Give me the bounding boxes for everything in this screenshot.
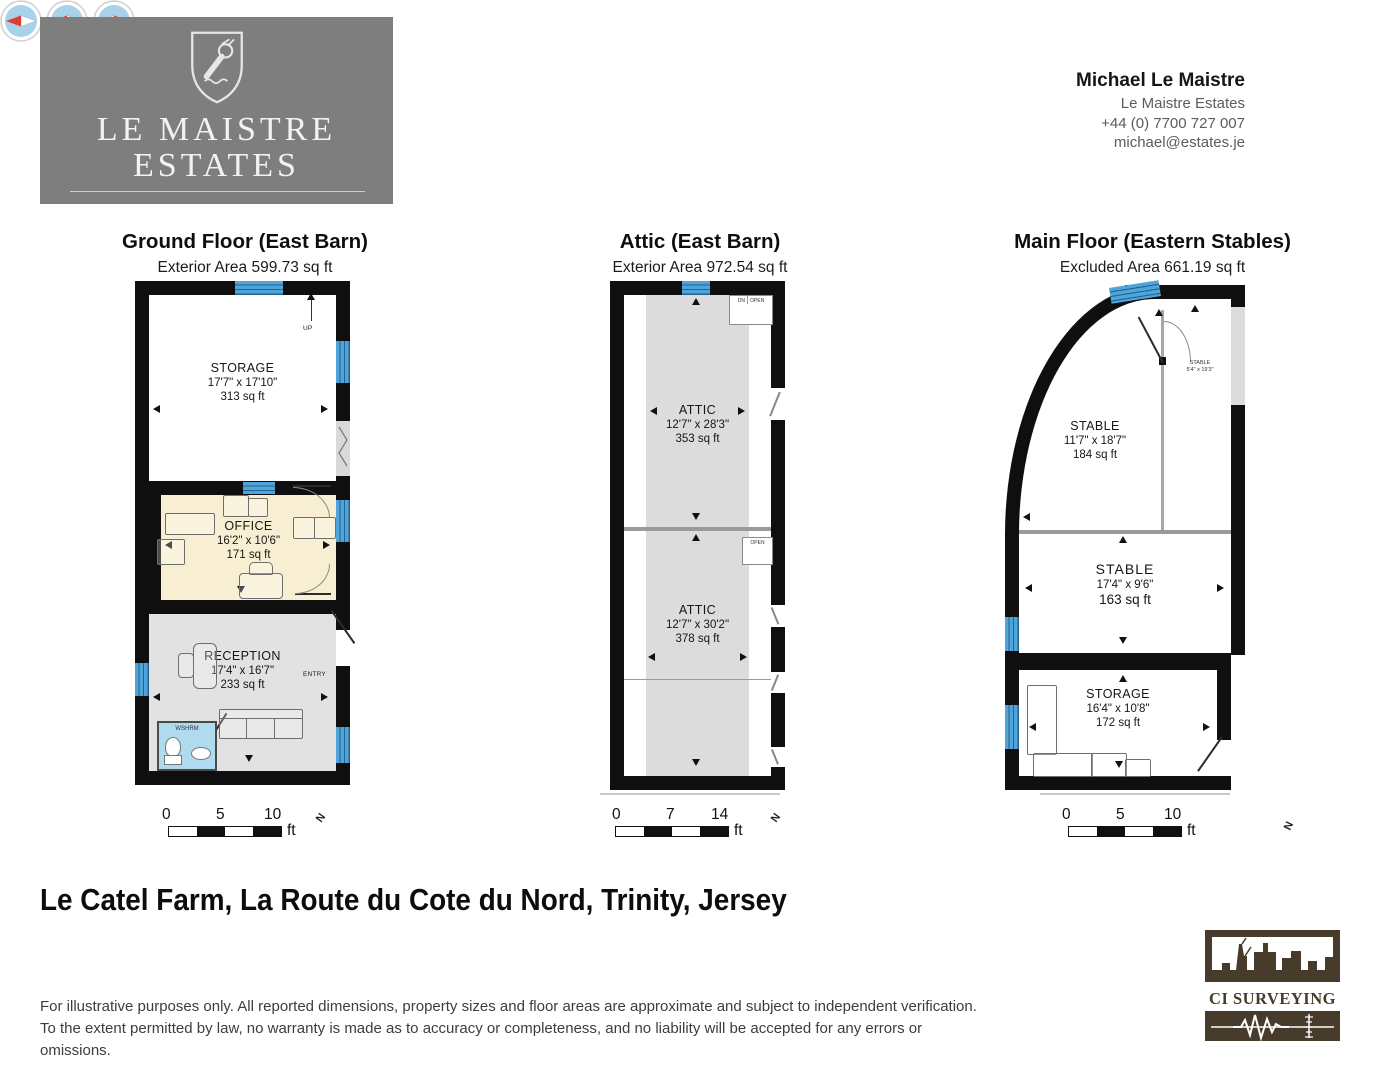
- north-label: N: [768, 811, 784, 825]
- dimension-arrow-icon: [692, 759, 700, 766]
- door-zigzag-icon: [336, 421, 350, 476]
- toilet-tank-icon: [164, 755, 182, 765]
- furniture-chair: [178, 653, 194, 678]
- scale-tick: 10: [1164, 806, 1182, 823]
- dimension-arrow-icon: [1025, 584, 1032, 592]
- attic2-room-label: ATTIC 12'7" x 30'2" 378 sq ft: [665, 603, 730, 646]
- furniture-cabinet: [157, 539, 185, 565]
- stair-line: [311, 299, 312, 321]
- plan1-title: Ground Floor (East Barn): [122, 230, 368, 253]
- open-box: [742, 537, 773, 565]
- pulse-ruler-icon: [1205, 1011, 1340, 1041]
- property-address: Le Catel Farm, La Route du Cote du Nord, Trinity, Jersey: [40, 882, 787, 917]
- wall: [1231, 285, 1245, 307]
- attic1-room-label: ATTIC 12'7" x 28'3" 353 sq ft: [665, 403, 730, 446]
- plan2-subtitle: Exterior Area 972.54 sq ft: [612, 259, 788, 276]
- sink-icon: [191, 747, 211, 760]
- attic-divider-wall: [624, 527, 771, 531]
- roof-line: [624, 679, 771, 680]
- washroom-label: WSHRM: [175, 726, 199, 732]
- plan3-subtitle: Excluded Area 661.19 sq ft: [1059, 259, 1246, 276]
- surveyor-logo: [1205, 930, 1340, 1046]
- compass-icon: [0, 0, 42, 42]
- shield-crest-icon: [185, 27, 249, 107]
- curved-wall: [1005, 285, 1160, 550]
- dimension-arrow-icon: [1203, 723, 1210, 731]
- disclaimer-text: For illustrative purposes only. All reported dimensions, property sizes and floor areas are approximate and subject to independent verification. To the extent permitted by law, no warranty is made as to accuracy or completeness, and no liability will be accepted for any errors or omissions.: [40, 998, 977, 1059]
- scale-tick: 0: [612, 806, 621, 823]
- furniture-desk: [165, 513, 215, 535]
- furniture-table: [293, 517, 315, 539]
- dimension-arrow-icon: [648, 653, 655, 661]
- storage-room-label: STORAGE 17'7" x 17'10" 313 sq ft: [207, 361, 278, 404]
- furniture-desk: [239, 573, 283, 599]
- furniture-table: [314, 517, 336, 539]
- plan-ground-floor: [135, 281, 350, 785]
- dimension-arrow-icon: [245, 755, 253, 762]
- stable-small-label: STABLE 5'4" x 19'3": [1186, 360, 1214, 374]
- open-label: OPEN: [750, 540, 765, 546]
- surveyor-name: CI SURVEYING: [1209, 989, 1336, 1008]
- scale-tick: 7: [666, 806, 675, 823]
- logo-text-line2: ESTATES: [133, 146, 300, 184]
- plan-baseline: [1040, 793, 1230, 795]
- scale-unit: ft: [1187, 822, 1196, 839]
- wall: [1005, 535, 1019, 790]
- scale-unit: ft: [287, 822, 296, 839]
- wall: [1217, 670, 1231, 740]
- window: [682, 281, 710, 295]
- logo-underline: [70, 191, 365, 192]
- wall: [1019, 776, 1231, 790]
- logo-text-line1: LE MAISTRE: [96, 111, 337, 148]
- reception-room-label: RECEPTION 17'4" x 16'7" 233 sq ft: [204, 649, 281, 692]
- dimension-arrow-icon: [1191, 305, 1199, 312]
- door-leaf: [1197, 736, 1223, 772]
- contact-email: michael@estates.je: [1113, 134, 1245, 151]
- north-label: N: [1281, 819, 1297, 833]
- scale-tick: 5: [216, 806, 225, 823]
- sofa-divider: [274, 718, 275, 738]
- contact-block: [845, 68, 1245, 153]
- scale-bar: [615, 826, 729, 837]
- scale-bar: [168, 826, 282, 837]
- dimension-arrow-icon: [692, 513, 700, 520]
- furniture-table: [248, 498, 268, 517]
- scale-tick: 10: [264, 806, 282, 823]
- wall-opening: [1231, 307, 1245, 405]
- dimension-arrow-icon: [740, 653, 747, 661]
- dimension-arrow-icon: [692, 534, 700, 541]
- furniture-cabinet: [1027, 685, 1057, 755]
- sofa-backline: [220, 718, 302, 719]
- plan-main-floor: [1005, 285, 1245, 790]
- plan3-title: Main Floor (Eastern Stables): [1014, 230, 1291, 253]
- plan-baseline: [600, 793, 780, 795]
- stable-wall: [1019, 530, 1231, 534]
- open-label: OPEN: [747, 296, 764, 304]
- window: [1005, 617, 1019, 651]
- scale-tick: 0: [1062, 806, 1071, 823]
- entry-label: ENTRY: [303, 671, 326, 678]
- window: [135, 663, 149, 696]
- furniture-chair: [249, 562, 273, 575]
- window: [336, 500, 350, 542]
- dimension-arrow-icon: [1119, 536, 1127, 543]
- scale-tick: 0: [162, 806, 171, 823]
- dimension-arrow-icon: [1029, 723, 1036, 731]
- stair-box: [729, 295, 773, 325]
- furniture-unit: [1033, 753, 1093, 777]
- wall: [1019, 653, 1231, 670]
- dimension-arrow-icon: [1023, 513, 1030, 521]
- door-arc: [1164, 321, 1191, 362]
- agency-logo: [40, 17, 393, 204]
- up-label: UP: [303, 325, 313, 332]
- contact-company: Le Maistre Estates: [1120, 95, 1245, 112]
- furniture-desk: [193, 643, 217, 689]
- scale-bar: [1068, 826, 1182, 837]
- sofa-divider: [246, 718, 247, 738]
- dimension-arrow-icon: [321, 693, 328, 701]
- wall: [149, 600, 336, 614]
- plan1-subtitle: Exterior Area 599.73 sq ft: [157, 259, 333, 276]
- furniture-sofa: [219, 709, 303, 739]
- toilet-icon: [165, 737, 181, 757]
- door-opening: [336, 421, 350, 476]
- washroom: [157, 721, 217, 771]
- scale-unit: ft: [734, 822, 743, 839]
- stable-main-label: STABLE 11'7" x 18'7" 184 sq ft: [1063, 419, 1127, 462]
- contact-phone: +44 (0) 7700 727 007: [1101, 114, 1245, 132]
- dimension-arrow-icon: [692, 298, 700, 305]
- plan2-title: Attic (East Barn): [619, 230, 781, 253]
- dn-label: DN: [737, 298, 746, 304]
- up-arrow-icon: [307, 293, 315, 300]
- storage-room-label: STORAGE 16'4" x 10'8" 172 sq ft: [1086, 687, 1150, 730]
- skyline-icon: [1205, 930, 1340, 982]
- scale-tick: 5: [1116, 806, 1125, 823]
- window: [336, 727, 350, 763]
- dimension-arrow-icon: [321, 405, 328, 413]
- scale-tick: 14: [711, 806, 729, 823]
- stable-mid-label: STABLE 17'4" x 9'6" 163 sq ft: [1095, 561, 1155, 608]
- north-label: N: [313, 811, 329, 825]
- furniture-unit: [1125, 759, 1151, 777]
- wall: [1231, 405, 1245, 655]
- dimension-arrow-icon: [1217, 584, 1224, 592]
- window: [1005, 705, 1019, 749]
- dimension-arrow-icon: [1115, 761, 1123, 768]
- dimension-arrow-icon: [1155, 309, 1163, 316]
- plan-attic: [610, 281, 785, 790]
- furniture-table: [223, 495, 249, 517]
- dimension-arrow-icon: [153, 405, 160, 413]
- window: [235, 281, 283, 295]
- contact-name: Michael Le Maistre: [1076, 70, 1245, 91]
- dimension-arrow-icon: [153, 693, 160, 701]
- dimension-arrow-icon: [1119, 675, 1127, 682]
- office-room-label: OFFICE 16'2" x 10'6" 171 sq ft: [216, 519, 281, 562]
- window: [243, 482, 275, 494]
- dimension-arrow-icon: [1119, 637, 1127, 644]
- window: [336, 341, 350, 383]
